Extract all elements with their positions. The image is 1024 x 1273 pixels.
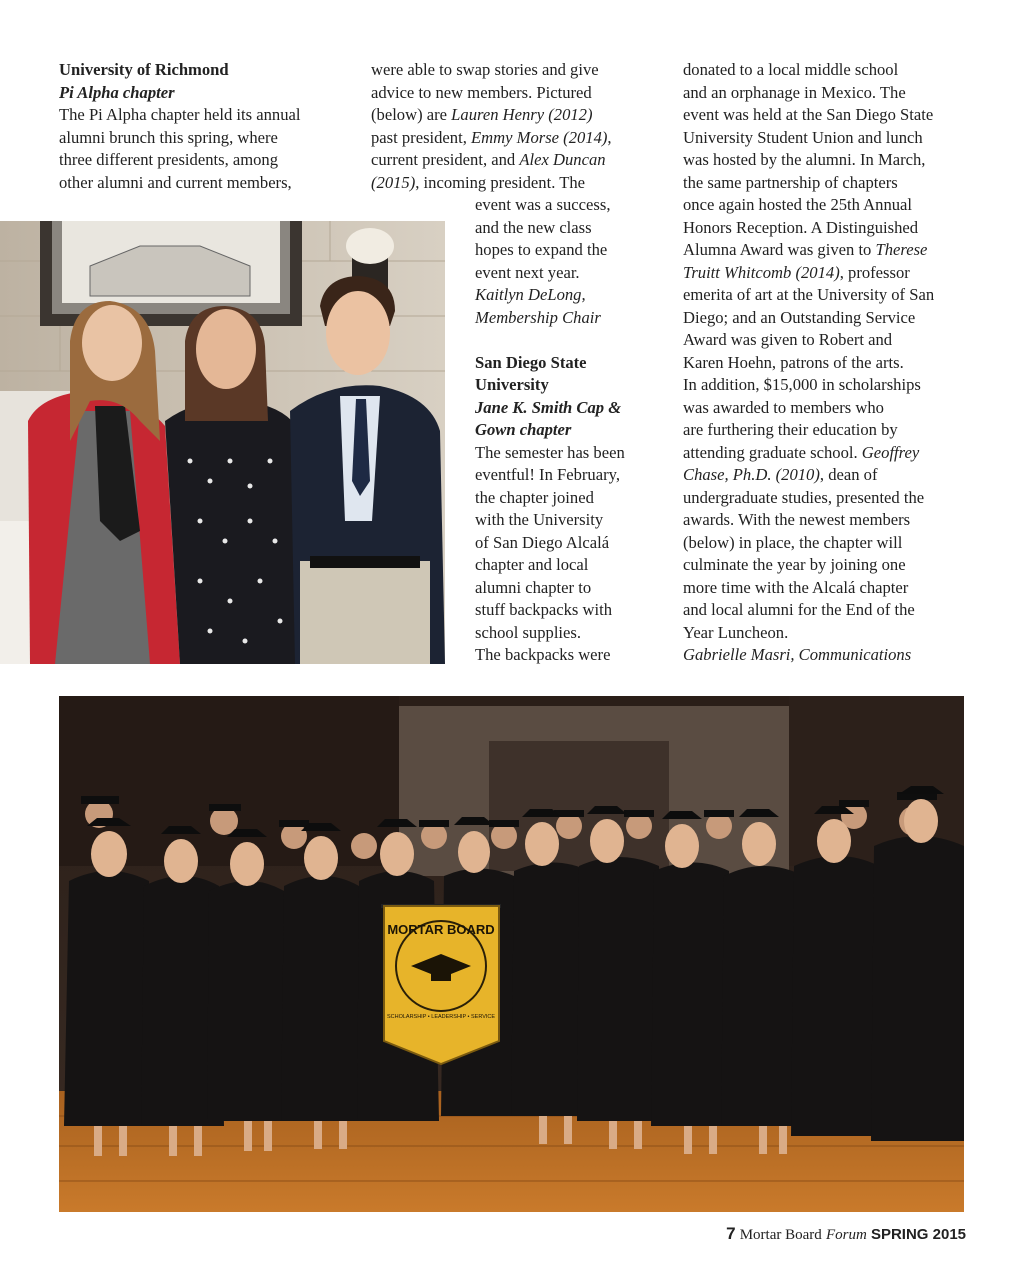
banner-motto: SCHOLARSHIP • LEADERSHIP • SERVICE [386,1014,496,1020]
text-line: and the new class [475,217,592,237]
text-line: are furthering their education by [683,420,898,439]
text-line: with the University [475,510,604,529]
person-name: Emmy Morse (2014) [471,127,608,147]
magazine-forum: Forum [825,1227,867,1243]
text-line: In addition, $15,000 in scholarships [683,375,921,394]
text-line: alumni brunch this spring, where [59,127,278,147]
text-line: was hosted by the alumni. In March, [683,150,926,169]
text-line: once again hosted the 25th Annual [683,195,913,214]
spacer [475,329,655,352]
text-line: emerita of art at the University of San [683,285,935,304]
text-line: Karen Hoehn, patrons of the arts. [683,352,904,372]
page-footer [726,1224,966,1244]
person-name: Therese [875,240,928,259]
page-number: 7 [726,1224,736,1243]
text-line: stuff backpacks with [475,600,613,619]
author-name: Gabrielle Masri, Communications [683,645,912,664]
author-name: Kaitlyn DeLong, [475,285,586,304]
text-line: attending graduate school. Geoffrey [683,442,920,462]
mortar-board-banner [381,904,501,1064]
author-title: Membership Chair [475,307,601,327]
text-line: Diego; and an Outstanding Service [683,307,916,327]
text-line: event was held at the San Diego State [683,105,934,124]
issue-label: SPRING 2015 [870,1226,966,1243]
text-line: Year Luncheon. [683,622,789,642]
text-line: hopes to expand the [475,240,608,259]
text-line: Truitt Whitcomb (2014), professor [683,262,910,282]
richmond-chapter: Pi Alpha chapter [59,82,175,102]
text-line: undergraduate studies, presented the [683,487,925,507]
text-line: past president, Emmy Morse (2014), [371,127,612,147]
sdsu-group-photo [59,696,964,1212]
text-line: (below) are Lauren Henry (2012) [371,105,593,124]
text-line: The Pi Alpha chapter held its annual [59,105,301,124]
text-line: Honors Reception. A Distinguished [683,217,919,237]
text-line: current president, and Alex Duncan [371,150,606,169]
text-line: other alumni and current members, [59,172,292,192]
text-line: culminate the year by joining one [683,555,906,574]
text-line: the chapter joined [475,487,594,507]
text-line: and local alumni for the End of the [683,600,915,619]
person-name: Chase, Ph.D. (2010) [683,465,820,484]
text-line: University Student Union and lunch [683,127,923,147]
person-name: Truitt Whitcomb (2014) [683,262,840,282]
text-line: chapter and local [475,555,589,574]
magazine-name: Mortar Board [739,1227,822,1243]
text-line: The backpacks were [475,645,611,664]
text-line: were able to swap stories and give [371,60,599,79]
richmond-school: University of Richmond [59,60,229,79]
sdsu-group-illustration [59,696,964,1212]
sdsu-school: San Diego State [475,352,587,372]
col2-narrow [475,194,655,667]
richmond-photo [0,221,445,664]
text-line: Chase, Ph.D. (2010), dean of [683,465,878,484]
text-line: Alumna Award was given to Therese [683,240,928,259]
person-name: Alex Duncan [519,150,606,169]
text-line: more time with the Alcalá chapter [683,577,909,597]
text-line: the same partnership of chapters [683,172,898,192]
text-line: three different presidents, among [59,150,279,169]
richmond-col1 [59,59,359,194]
sdsu-school: University [475,375,549,394]
text-line: (2015), incoming president. The [371,172,585,192]
text-line: event was a success, [475,195,611,214]
text-line: of San Diego Alcalá [475,532,610,552]
text-line: Award was given to Robert and [683,330,893,349]
text-line: alumni chapter to [475,577,592,597]
person-name: Geoffrey [861,442,920,462]
sdsu-chapter: Gown chapter [475,420,572,439]
banner-title: MORTAR BOARD [387,922,495,937]
richmond-photo-illustration [0,221,445,664]
text-line: school supplies. [475,622,582,642]
text-line: eventful! In February, [475,465,620,484]
richmond-col2 [371,59,661,194]
text-line: event next year. [475,262,580,282]
text-line: and an orphanage in Mexico. The [683,82,906,102]
text-line: donated to a local middle school [683,60,899,79]
person-name: Lauren Henry (2012) [451,105,593,124]
sdsu-chapter: Jane K. Smith Cap & [475,397,622,417]
text-line: was awarded to members who [683,397,884,417]
text-line: (below) in place, the chapter will [683,532,903,552]
text-line: The semester has been [475,442,625,462]
sdsu-col3 [683,59,973,667]
text-line: awards. With the newest members [683,510,911,529]
text-line: advice to new members. Pictured [371,82,592,102]
